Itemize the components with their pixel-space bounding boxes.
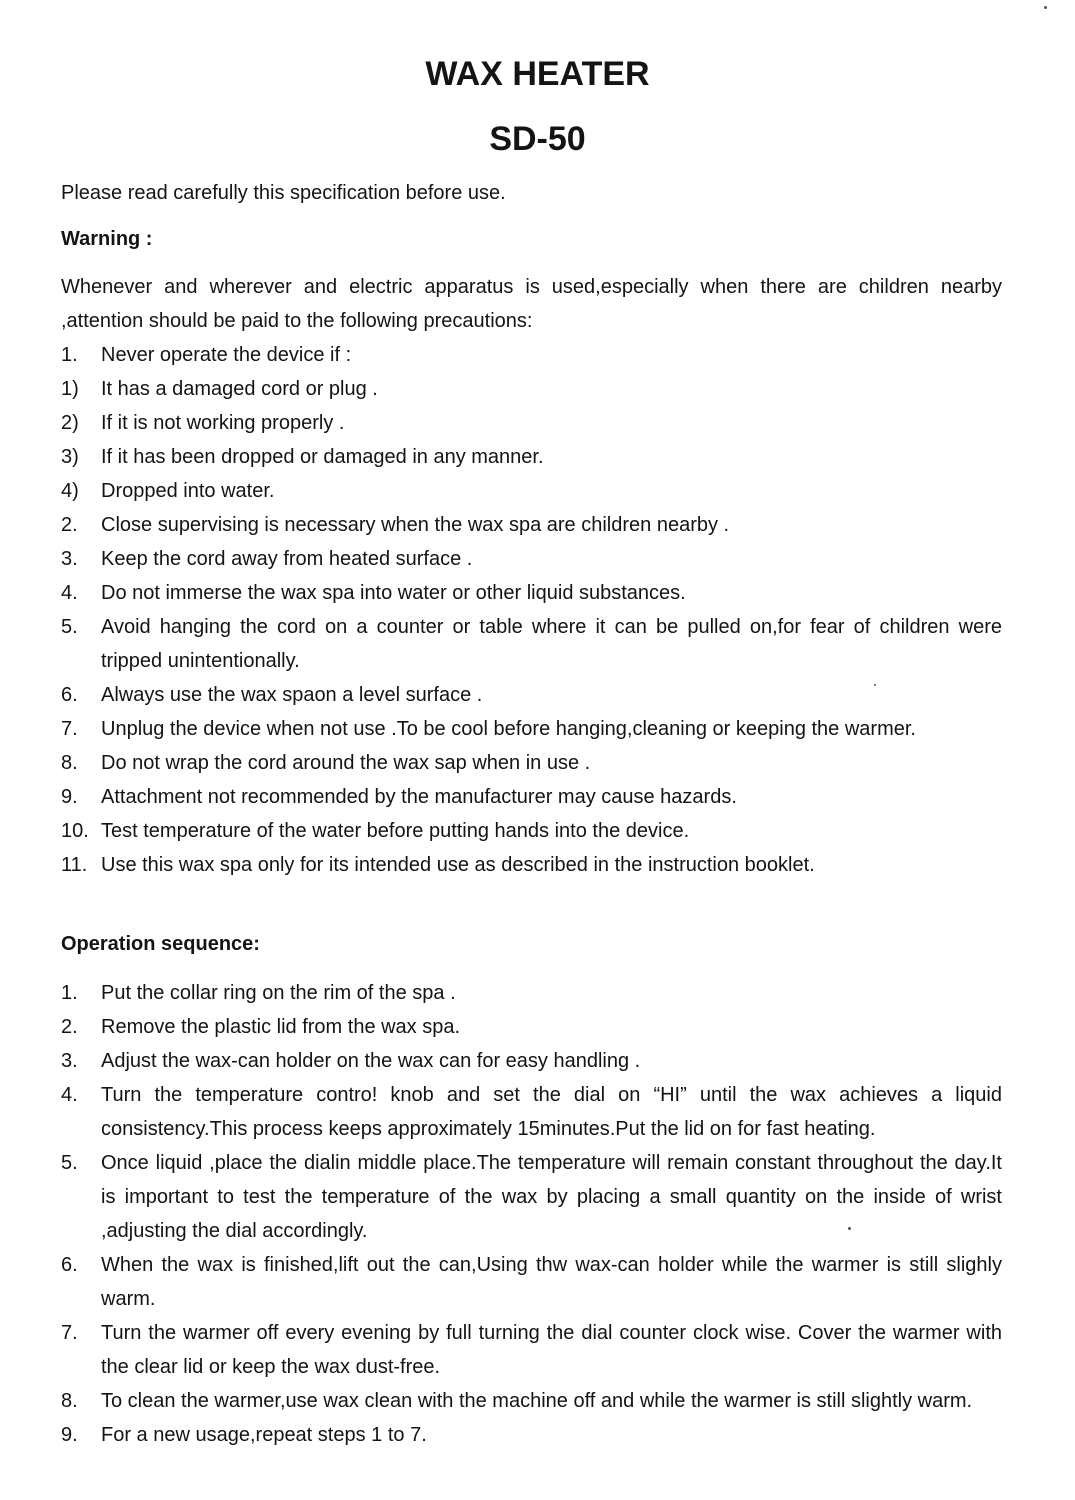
- list-item: [61, 440, 1002, 474]
- list-item-text: Remove the plastic lid from the wax spa.: [101, 1016, 461, 1038]
- warning-heading: Warning :: [61, 228, 153, 250]
- list-item: [61, 1248, 1002, 1316]
- list-item-text: Use this wax spa only for its intended use as described in the instruction booklet.: [101, 854, 815, 876]
- model-number: SD-50: [489, 120, 586, 158]
- list-item-text: If it is not working properly .: [101, 412, 345, 434]
- list-item-number: 9.: [61, 786, 78, 808]
- list-item-number: 4.: [61, 1084, 78, 1106]
- operation-list: [61, 976, 1002, 1452]
- list-item-text: Dropped into water.: [101, 480, 275, 502]
- list-item-number: 9.: [61, 1424, 78, 1446]
- warning-list: [61, 338, 1002, 882]
- list-item-text: Always use the wax spaon a level surface .: [101, 684, 483, 706]
- list-item: [61, 610, 1002, 678]
- list-item-number: 1.: [61, 982, 78, 1004]
- list-item-number: 8.: [61, 1390, 78, 1412]
- list-item-text: Put the collar ring on the rim of the spa .: [101, 982, 456, 1004]
- list-item-text: Attachment not recommended by the manufacturer may cause hazards.: [101, 786, 737, 808]
- list-item-text: Adjust the wax-can holder on the wax can for easy handling .: [101, 1050, 641, 1072]
- list-item: [61, 746, 1002, 780]
- list-item: [61, 1078, 1002, 1146]
- list-item-text: To clean the warmer,use wax clean with the machine off and while the warmer is still slightly warm.: [101, 1390, 973, 1412]
- operation-heading: Operation sequence:: [61, 933, 260, 955]
- list-item-number: 6.: [61, 1254, 78, 1276]
- list-item-text: Turn the temperature contro! knob and set the dial on “HI” until the wax achieves a liquid consistency.This process keeps approximately 15minutes.Put the lid on for fast heating.: [101, 1084, 1002, 1140]
- list-item: [61, 1010, 1002, 1044]
- intro-text: Please read carefully this specification before use.: [61, 182, 506, 204]
- list-item: [61, 780, 1002, 814]
- list-item-number: 10.: [61, 820, 89, 842]
- list-item: [61, 474, 1002, 508]
- list-item-number: 4.: [61, 582, 78, 604]
- list-item: [61, 814, 1002, 848]
- list-item: [61, 712, 1002, 746]
- list-item-text: Keep the cord away from heated surface .: [101, 548, 473, 570]
- list-item-text: Turn the warmer off every evening by full turning the dial counter clock wise. Cover the warmer with the clear lid or keep the wax dust-free.: [101, 1322, 1002, 1378]
- list-item-number: 7.: [61, 718, 78, 740]
- list-item-number: 4): [61, 480, 79, 502]
- scan-speck: [848, 1227, 851, 1230]
- list-item-text: Avoid hanging the cord on a counter or table where it can be pulled on,for fear of children were tripped unintentionally.: [101, 616, 1002, 672]
- list-item-text: Unplug the device when not use .To be cool before hanging,cleaning or keeping the warmer.: [101, 718, 916, 740]
- list-item-text: It has a damaged cord or plug .: [101, 378, 378, 400]
- list-item: [61, 976, 1002, 1010]
- document-title: WAX HEATER: [425, 55, 650, 93]
- list-item: [61, 1418, 1002, 1452]
- list-item-text: If it has been dropped or damaged in any manner.: [101, 446, 544, 468]
- list-item-number: 2): [61, 412, 79, 434]
- list-item-text: When the wax is finished,lift out the can,Using thw wax-can holder while the warmer is still slighly warm.: [101, 1254, 1002, 1310]
- list-item-number: 1): [61, 378, 79, 400]
- list-item-number: 5.: [61, 616, 78, 638]
- list-item: [61, 338, 1002, 372]
- list-item-text: For a new usage,repeat steps 1 to 7.: [101, 1424, 427, 1446]
- list-item: [61, 848, 1002, 882]
- list-item-text: Never operate the device if :: [101, 344, 352, 366]
- list-item-number: 1.: [61, 344, 78, 366]
- list-item-text: Do not wrap the cord around the wax sap when in use .: [101, 752, 591, 774]
- list-item: [61, 1384, 1002, 1418]
- list-item: [61, 678, 1002, 712]
- list-item: [61, 1146, 1002, 1248]
- list-item-number: 3.: [61, 548, 78, 570]
- list-item-number: 7.: [61, 1322, 78, 1344]
- list-item: [61, 1316, 1002, 1384]
- list-item-number: 8.: [61, 752, 78, 774]
- list-item-number: 2.: [61, 1016, 78, 1038]
- list-item-text: Test temperature of the water before putting hands into the device.: [101, 820, 690, 842]
- warning-paragraph: Whenever and wherever and electric apparatus is used,especially when there are children nearby ,attention should be paid to the following precautions:: [61, 276, 1002, 332]
- list-item-number: 3.: [61, 1050, 78, 1072]
- list-item-text: Do not immerse the wax spa into water or other liquid substances.: [101, 582, 686, 604]
- list-item-number: 3): [61, 446, 79, 468]
- scan-speck: [874, 684, 876, 686]
- list-item: [61, 1044, 1002, 1078]
- list-item-number: 11.: [61, 854, 88, 876]
- list-item: [61, 508, 1002, 542]
- list-item-text: Close supervising is necessary when the wax spa are children nearby .: [101, 514, 730, 536]
- list-item: [61, 576, 1002, 610]
- list-item-text: Once liquid ,place the dialin middle place.The temperature will remain constant throughout the day.It is important to test the temperature of the wax by placing a small quantity on the inside of wrist ,adjusting the dial accordingly.: [101, 1152, 1002, 1242]
- list-item-number: 6.: [61, 684, 78, 706]
- list-item: [61, 372, 1002, 406]
- scan-speck: [1044, 6, 1047, 9]
- list-item: [61, 542, 1002, 576]
- list-item-number: 2.: [61, 514, 78, 536]
- list-item: [61, 406, 1002, 440]
- list-item-number: 5.: [61, 1152, 78, 1174]
